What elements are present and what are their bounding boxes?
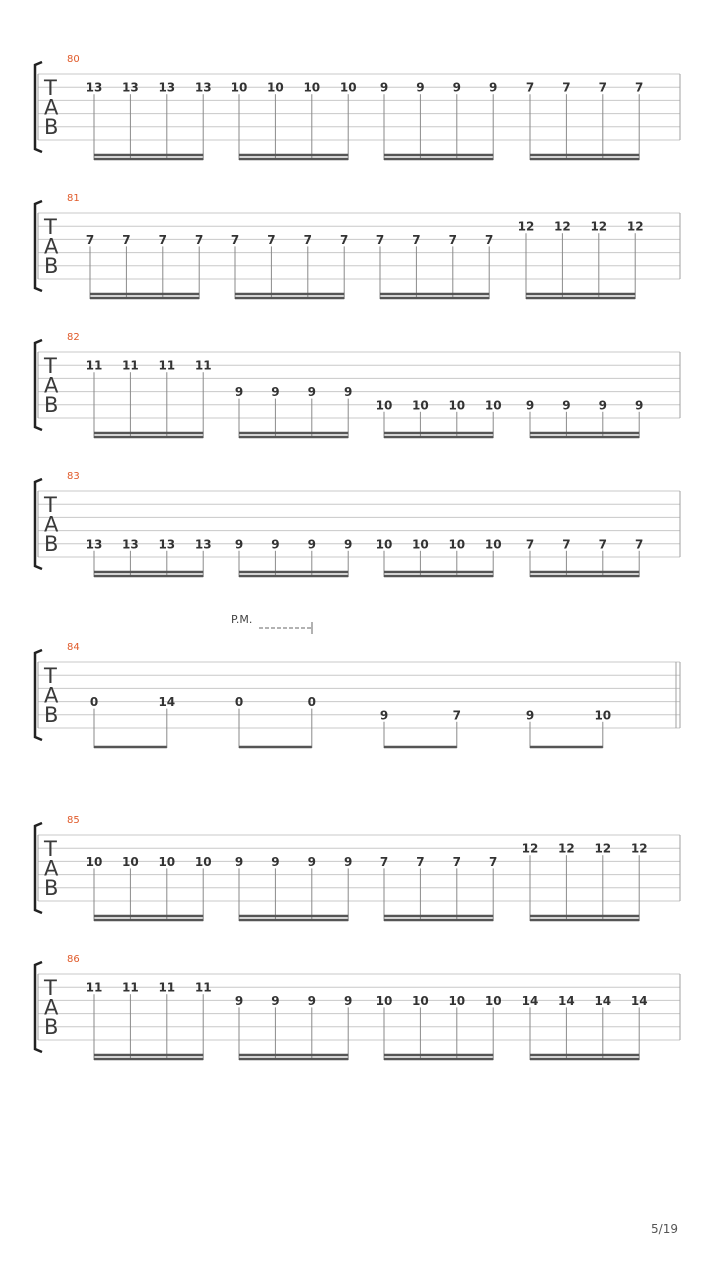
fret-number: 10 bbox=[448, 537, 466, 552]
fret-number: 9 bbox=[307, 537, 316, 552]
fret-number: 7 bbox=[85, 232, 95, 247]
fret-number: 13 bbox=[194, 80, 212, 95]
fret-number: 9 bbox=[344, 537, 353, 552]
fret-number: 7 bbox=[598, 537, 607, 552]
fret-number: 9 bbox=[344, 993, 353, 1008]
tab-clef-letter: A bbox=[44, 683, 59, 708]
tab-clef-letter: T bbox=[44, 76, 57, 100]
tab-clef-letter: B bbox=[44, 1015, 59, 1039]
tab-clef-letter: A bbox=[44, 995, 59, 1020]
fret-number: 10 bbox=[448, 993, 466, 1008]
fret-number: 14 bbox=[558, 993, 575, 1008]
fret-number: 9 bbox=[562, 398, 571, 413]
fret-number: 0 bbox=[307, 695, 316, 710]
fret-number: 9 bbox=[307, 993, 316, 1008]
fret-number: 14 bbox=[630, 993, 648, 1008]
fret-number: 7 bbox=[635, 80, 644, 95]
fret-number: 9 bbox=[416, 80, 425, 95]
fret-number: 9 bbox=[525, 398, 535, 413]
fret-number: 11 bbox=[194, 980, 212, 995]
fret-number: 7 bbox=[416, 854, 425, 869]
fret-number: 7 bbox=[525, 537, 535, 552]
measure-number: 84 bbox=[67, 642, 80, 653]
fret-number: 10 bbox=[158, 854, 176, 869]
fret-number: 9 bbox=[344, 854, 353, 869]
fret-number: 9 bbox=[234, 993, 244, 1008]
fret-number: 13 bbox=[122, 80, 139, 95]
fret-number: 9 bbox=[234, 854, 244, 869]
tab-clef-letter: B bbox=[44, 393, 59, 417]
fret-number: 7 bbox=[230, 232, 240, 247]
fret-number: 9 bbox=[525, 708, 535, 723]
fret-number: 9 bbox=[598, 398, 607, 413]
fret-number: 10 bbox=[375, 537, 393, 552]
fret-number: 11 bbox=[158, 358, 176, 373]
fret-number: 7 bbox=[412, 232, 421, 247]
fret-number: 12 bbox=[594, 841, 612, 856]
fret-number: 7 bbox=[452, 854, 461, 869]
fret-number: 7 bbox=[562, 537, 571, 552]
fret-number: 10 bbox=[484, 398, 502, 413]
fret-number: 10 bbox=[339, 80, 357, 95]
tab-clef-letter: A bbox=[44, 856, 59, 881]
tab-clef-letter: B bbox=[44, 876, 59, 900]
tab-clef-letter: A bbox=[44, 234, 59, 259]
fret-number: 9 bbox=[234, 537, 244, 552]
fret-number: 10 bbox=[85, 854, 103, 869]
fret-number: 11 bbox=[158, 980, 176, 995]
fret-number: 14 bbox=[158, 695, 176, 710]
fret-number: 9 bbox=[452, 80, 461, 95]
fret-number: 7 bbox=[452, 708, 461, 723]
measure-number: 85 bbox=[67, 815, 80, 826]
tab-clef-letter: T bbox=[44, 976, 57, 1000]
fret-number: 7 bbox=[562, 80, 571, 95]
tab-clef-letter: A bbox=[44, 95, 59, 120]
fret-number: 12 bbox=[630, 841, 648, 856]
tab-clef-letter: A bbox=[44, 373, 59, 398]
fret-number: 9 bbox=[307, 385, 316, 400]
fret-number: 7 bbox=[485, 232, 494, 247]
fret-number: 13 bbox=[158, 80, 176, 95]
fret-number: 7 bbox=[122, 232, 131, 247]
fret-number: 11 bbox=[85, 980, 103, 995]
fret-number: 9 bbox=[379, 80, 389, 95]
fret-number: 7 bbox=[340, 232, 349, 247]
fret-number: 13 bbox=[85, 537, 103, 552]
fret-number: 10 bbox=[412, 993, 429, 1008]
measure-number: 86 bbox=[67, 954, 80, 965]
fret-number: 9 bbox=[271, 993, 280, 1008]
fret-number: 7 bbox=[379, 854, 389, 869]
page-number: 5/19 bbox=[651, 1222, 678, 1236]
fret-number: 7 bbox=[158, 232, 167, 247]
fret-number: 9 bbox=[271, 385, 280, 400]
fret-number: 7 bbox=[489, 854, 498, 869]
fret-number: 14 bbox=[594, 993, 612, 1008]
tab-clef-letter: B bbox=[44, 115, 59, 139]
fret-number: 10 bbox=[122, 854, 139, 869]
fret-number: 12 bbox=[590, 219, 608, 234]
fret-number: 13 bbox=[158, 537, 176, 552]
fret-number: 10 bbox=[303, 80, 321, 95]
tab-clef-letter: T bbox=[44, 837, 57, 861]
fret-number: 10 bbox=[448, 398, 466, 413]
fret-number: 7 bbox=[303, 232, 312, 247]
fret-number: 9 bbox=[489, 80, 498, 95]
fret-number: 7 bbox=[267, 232, 276, 247]
fret-number: 11 bbox=[122, 358, 139, 373]
fret-number: 10 bbox=[267, 80, 284, 95]
fret-number: 10 bbox=[484, 993, 502, 1008]
fret-number: 12 bbox=[517, 219, 535, 234]
fret-number: 10 bbox=[484, 537, 502, 552]
fret-number: 12 bbox=[558, 841, 575, 856]
fret-number: 9 bbox=[344, 385, 353, 400]
fret-number: 10 bbox=[412, 398, 429, 413]
fret-number: 7 bbox=[598, 80, 607, 95]
tab-clef-letter: B bbox=[44, 254, 59, 278]
fret-number: 0 bbox=[89, 695, 99, 710]
fret-number: 12 bbox=[554, 219, 571, 234]
fret-number: 9 bbox=[379, 708, 389, 723]
fret-number: 11 bbox=[122, 980, 139, 995]
fret-number: 9 bbox=[271, 854, 280, 869]
fret-number: 9 bbox=[234, 385, 244, 400]
tab-clef-letter: B bbox=[44, 532, 59, 556]
fret-number: 7 bbox=[375, 232, 385, 247]
fret-number: 10 bbox=[194, 854, 212, 869]
palm-mute-label: P.M. bbox=[231, 613, 253, 626]
tab-clef-letter: T bbox=[44, 354, 57, 378]
measure-number: 81 bbox=[67, 193, 80, 204]
fret-number: 10 bbox=[230, 80, 248, 95]
measure-number: 80 bbox=[67, 54, 80, 65]
fret-number: 11 bbox=[85, 358, 103, 373]
fret-number: 10 bbox=[594, 708, 612, 723]
fret-number: 14 bbox=[521, 993, 539, 1008]
tab-clef-letter: T bbox=[44, 215, 57, 239]
tab-clef-letter: T bbox=[44, 493, 57, 517]
fret-number: 13 bbox=[194, 537, 212, 552]
fret-number: 7 bbox=[635, 537, 644, 552]
fret-number: 13 bbox=[122, 537, 139, 552]
fret-number: 9 bbox=[635, 398, 644, 413]
fret-number: 10 bbox=[375, 398, 393, 413]
tab-clef-letter: A bbox=[44, 512, 59, 537]
fret-number: 7 bbox=[525, 80, 535, 95]
fret-number: 9 bbox=[307, 854, 316, 869]
tab-clef-letter: B bbox=[44, 703, 59, 727]
fret-number: 7 bbox=[195, 232, 204, 247]
tab-clef-letter: T bbox=[44, 664, 57, 688]
measure-number: 82 bbox=[67, 332, 80, 343]
fret-number: 0 bbox=[234, 695, 244, 710]
measure-number: 83 bbox=[67, 471, 80, 482]
fret-number: 12 bbox=[626, 219, 644, 234]
fret-number: 10 bbox=[412, 537, 429, 552]
fret-number: 11 bbox=[194, 358, 212, 373]
fret-number: 9 bbox=[271, 537, 280, 552]
fret-number: 12 bbox=[521, 841, 539, 856]
fret-number: 13 bbox=[85, 80, 103, 95]
fret-number: 10 bbox=[375, 993, 393, 1008]
fret-number: 7 bbox=[448, 232, 457, 247]
